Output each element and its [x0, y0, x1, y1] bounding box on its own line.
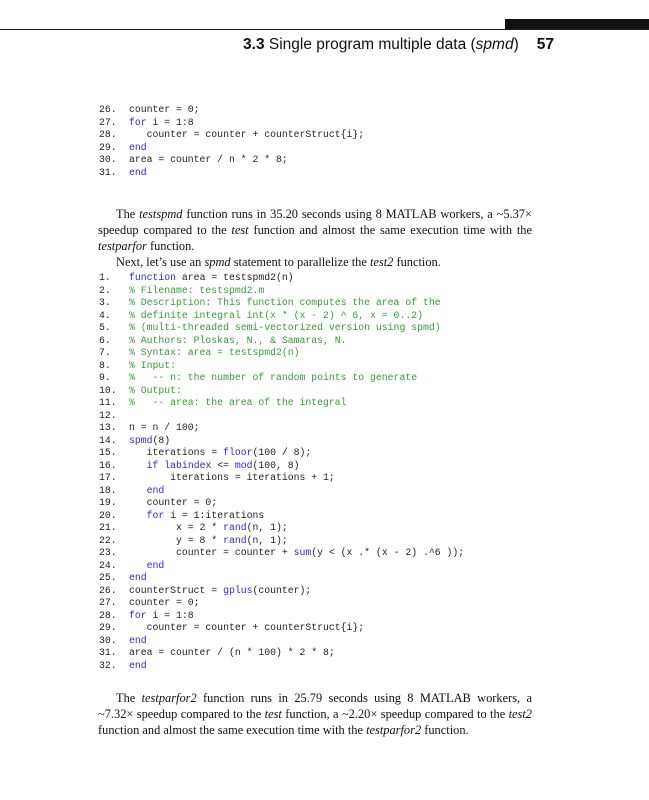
code-comment: % -- n: the number of random points to generate	[129, 372, 418, 383]
line-number: 31.	[99, 166, 117, 178]
line-number: 13.	[99, 422, 117, 433]
line-number: 19.	[99, 497, 117, 508]
code-text: (y < (x .* (x - 2) .^6 ));	[311, 547, 465, 558]
code-line	[99, 535, 464, 548]
line-number: 8.	[99, 359, 111, 371]
code-keyword: spmd	[129, 434, 153, 446]
text-run: statement to parallelize the	[230, 255, 370, 269]
code-comment: % Description: This function computes the area of the	[129, 297, 441, 308]
code-line	[99, 129, 364, 142]
code-line	[99, 447, 464, 460]
code-comment: % -- area: the area of the integral	[129, 397, 347, 408]
code-text: i = 1:8	[146, 116, 194, 128]
code-keyword: floor	[223, 447, 253, 458]
line-number: 28.	[99, 609, 117, 621]
code-line	[99, 622, 464, 635]
code-text: counter = counter + counterStruct{i};	[129, 129, 365, 140]
paragraph-3-text	[98, 690, 532, 738]
code-line	[99, 347, 464, 360]
paragraph-2-text	[98, 254, 532, 270]
code-line	[99, 397, 464, 410]
paragraph-1	[98, 206, 532, 270]
text-run: Next, let’s use an	[116, 255, 205, 269]
text-run: The	[116, 207, 140, 221]
italic-term: test	[264, 707, 282, 721]
code-keyword: end	[129, 141, 147, 153]
code-text	[129, 460, 147, 471]
code-text: i = 1:8	[146, 609, 194, 621]
code-keyword: gplus	[223, 584, 253, 596]
line-number: 27.	[99, 116, 117, 128]
line-number: 32.	[99, 659, 117, 671]
code-text: area = counter / (n * 100) * 2 * 8;	[129, 647, 335, 658]
section-number: 3.3	[243, 36, 265, 53]
code-line	[99, 422, 464, 435]
italic-term: testparfor2	[366, 723, 422, 737]
line-number: 26.	[99, 584, 117, 596]
line-number: 25.	[99, 572, 117, 583]
code-keyword: end	[146, 559, 165, 571]
code-line	[99, 635, 464, 648]
code-line	[99, 154, 364, 167]
code-keyword: end	[129, 634, 147, 646]
code-text: <=	[211, 459, 235, 471]
code-comment: % Authors: Ploskas, N., & Samaras, N.	[129, 334, 347, 346]
text-run: The	[116, 691, 142, 705]
line-number: 16.	[99, 459, 117, 471]
code-comment: % (multi-threaded semi-vectorized version using spmd)	[129, 322, 441, 333]
code-comment: % definite integral int(x * (x - 2) ^ 6, x = 0..2)	[129, 309, 423, 321]
code-text: iterations =	[129, 447, 224, 458]
italic-term: testparfor	[98, 239, 147, 253]
code-listing-1	[99, 104, 364, 179]
line-number: 29.	[99, 622, 117, 633]
line-number: 30.	[99, 154, 117, 165]
code-line	[99, 310, 464, 323]
code-line	[99, 497, 464, 510]
text-run: function runs in 35.20 seconds using 8 MATLAB workers, a ~5.37× speedup compared to the	[98, 207, 532, 237]
code-line	[99, 472, 464, 485]
code-text: area = testspmd2(n)	[176, 272, 294, 283]
paragraph-1-text	[98, 206, 532, 254]
line-number: 5.	[99, 322, 111, 333]
code-text	[129, 560, 147, 571]
section-title-post: )	[513, 36, 519, 53]
line-number: 31.	[99, 647, 117, 658]
code-line	[99, 460, 464, 473]
code-line	[99, 585, 464, 598]
line-number: 23.	[99, 547, 117, 558]
line-number: 24.	[99, 559, 117, 571]
italic-term: test	[231, 223, 249, 237]
code-text: (100 / 8);	[252, 447, 312, 458]
code-text: iterations = iterations + 1;	[129, 472, 335, 483]
text-run: function.	[393, 255, 441, 269]
line-number: 20.	[99, 509, 117, 521]
code-text: counter = 0;	[129, 497, 218, 508]
code-line	[99, 560, 464, 573]
line-number: 30.	[99, 634, 117, 646]
line-number: 2.	[99, 284, 111, 296]
code-line	[99, 335, 464, 348]
code-keyword: if	[146, 459, 159, 471]
code-text	[129, 485, 147, 496]
line-number: 10.	[99, 384, 117, 396]
text-run: function.	[421, 723, 469, 737]
code-line	[99, 372, 464, 385]
code-keyword: for	[129, 609, 147, 621]
code-line	[99, 385, 464, 398]
text-run: function.	[146, 239, 195, 253]
text-run: function and almost the same execution time with the	[98, 723, 367, 737]
code-text: (counter);	[252, 584, 312, 596]
code-text: counter = 0;	[129, 597, 200, 608]
code-line	[99, 435, 464, 448]
code-text: y = 8 *	[129, 534, 224, 546]
code-keyword: labindex	[164, 459, 212, 471]
italic-term: test2	[369, 255, 394, 269]
line-number: 26.	[99, 104, 117, 115]
code-line	[99, 297, 464, 310]
code-keyword: function	[129, 272, 177, 283]
code-text: (n, 1);	[246, 522, 288, 533]
code-text: (100, 8)	[252, 459, 300, 471]
line-number: 1.	[99, 272, 111, 283]
code-keyword: end	[129, 572, 147, 583]
code-text: area = counter / n * 2 * 8;	[129, 154, 288, 165]
running-header	[243, 36, 554, 54]
code-keyword: for	[146, 509, 165, 521]
code-line	[99, 610, 464, 623]
code-line	[99, 117, 364, 130]
code-line	[99, 510, 464, 523]
code-line	[99, 285, 464, 298]
line-number: 4.	[99, 309, 111, 321]
italic-term: spmd	[204, 255, 231, 269]
section-title-pre: Single program multiple data (	[264, 36, 476, 53]
line-number: 17.	[99, 472, 117, 483]
line-number: 6.	[99, 334, 111, 346]
code-keyword: mod	[234, 459, 253, 471]
line-number: 7.	[99, 347, 111, 358]
code-comment: % Filename: testspmd2.m	[129, 284, 265, 296]
code-text: counter = 0;	[129, 104, 200, 115]
code-text: x = 2 *	[129, 522, 224, 533]
code-text: counter = counter +	[129, 547, 294, 558]
code-line	[99, 410, 464, 423]
code-line	[99, 360, 464, 373]
line-number: 15.	[99, 447, 117, 458]
header-rule	[0, 29, 649, 30]
italic-term: test2	[508, 707, 532, 721]
code-text: counter = counter + counterStruct{i};	[129, 622, 365, 633]
code-listing-2	[99, 272, 464, 672]
code-text: n = n / 100;	[129, 422, 200, 433]
code-line	[99, 572, 464, 585]
code-line	[99, 522, 464, 535]
code-line	[99, 597, 464, 610]
line-number: 11.	[99, 397, 117, 408]
header-rule-block	[505, 19, 649, 29]
line-number: 29.	[99, 141, 117, 153]
page-number: 57	[536, 36, 554, 53]
line-number: 12.	[99, 409, 117, 421]
code-line	[99, 142, 364, 155]
code-keyword: for	[129, 116, 147, 128]
line-number: 9.	[99, 372, 111, 383]
line-number: 21.	[99, 522, 117, 533]
line-number: 14.	[99, 434, 117, 446]
text-run: function and almost the same execution time with the	[248, 223, 532, 237]
code-line	[99, 272, 464, 285]
italic-term: testparfor2	[141, 691, 197, 705]
text-run: function, a ~2.20× speedup compared to the	[281, 707, 509, 721]
paragraph-3	[98, 690, 532, 738]
code-line	[99, 547, 464, 560]
code-text: i = 1:iterations	[164, 509, 265, 521]
code-line	[99, 322, 464, 335]
code-comment: % Syntax: area = testspmd2(n)	[129, 347, 300, 358]
section-title-em: spmd	[475, 36, 514, 53]
line-number: 18.	[99, 484, 117, 496]
code-keyword: end	[129, 659, 147, 671]
code-line	[99, 647, 464, 660]
code-line	[99, 485, 464, 498]
code-line	[99, 104, 364, 117]
code-keyword: end	[146, 484, 165, 496]
code-comment: % Output:	[129, 384, 182, 396]
code-text: (8)	[152, 434, 171, 446]
line-number: 27.	[99, 597, 117, 608]
code-keyword: rand	[223, 522, 247, 533]
italic-term: testspmd	[139, 207, 183, 221]
code-keyword: end	[129, 166, 147, 178]
line-number: 3.	[99, 297, 111, 308]
line-number: 22.	[99, 534, 117, 546]
code-keyword: rand	[223, 534, 247, 546]
code-keyword: sum	[293, 547, 312, 558]
code-line	[99, 167, 364, 180]
code-text: counterStruct =	[129, 584, 224, 596]
text-run: function runs in 25.79 seconds using 8 MATLAB workers, a ~7.32× speedup compared to the	[98, 691, 532, 721]
code-text	[129, 510, 147, 521]
code-text: (n, 1);	[246, 534, 288, 546]
line-number: 28.	[99, 129, 117, 140]
code-line	[99, 660, 464, 673]
code-comment: % Input:	[129, 359, 177, 371]
